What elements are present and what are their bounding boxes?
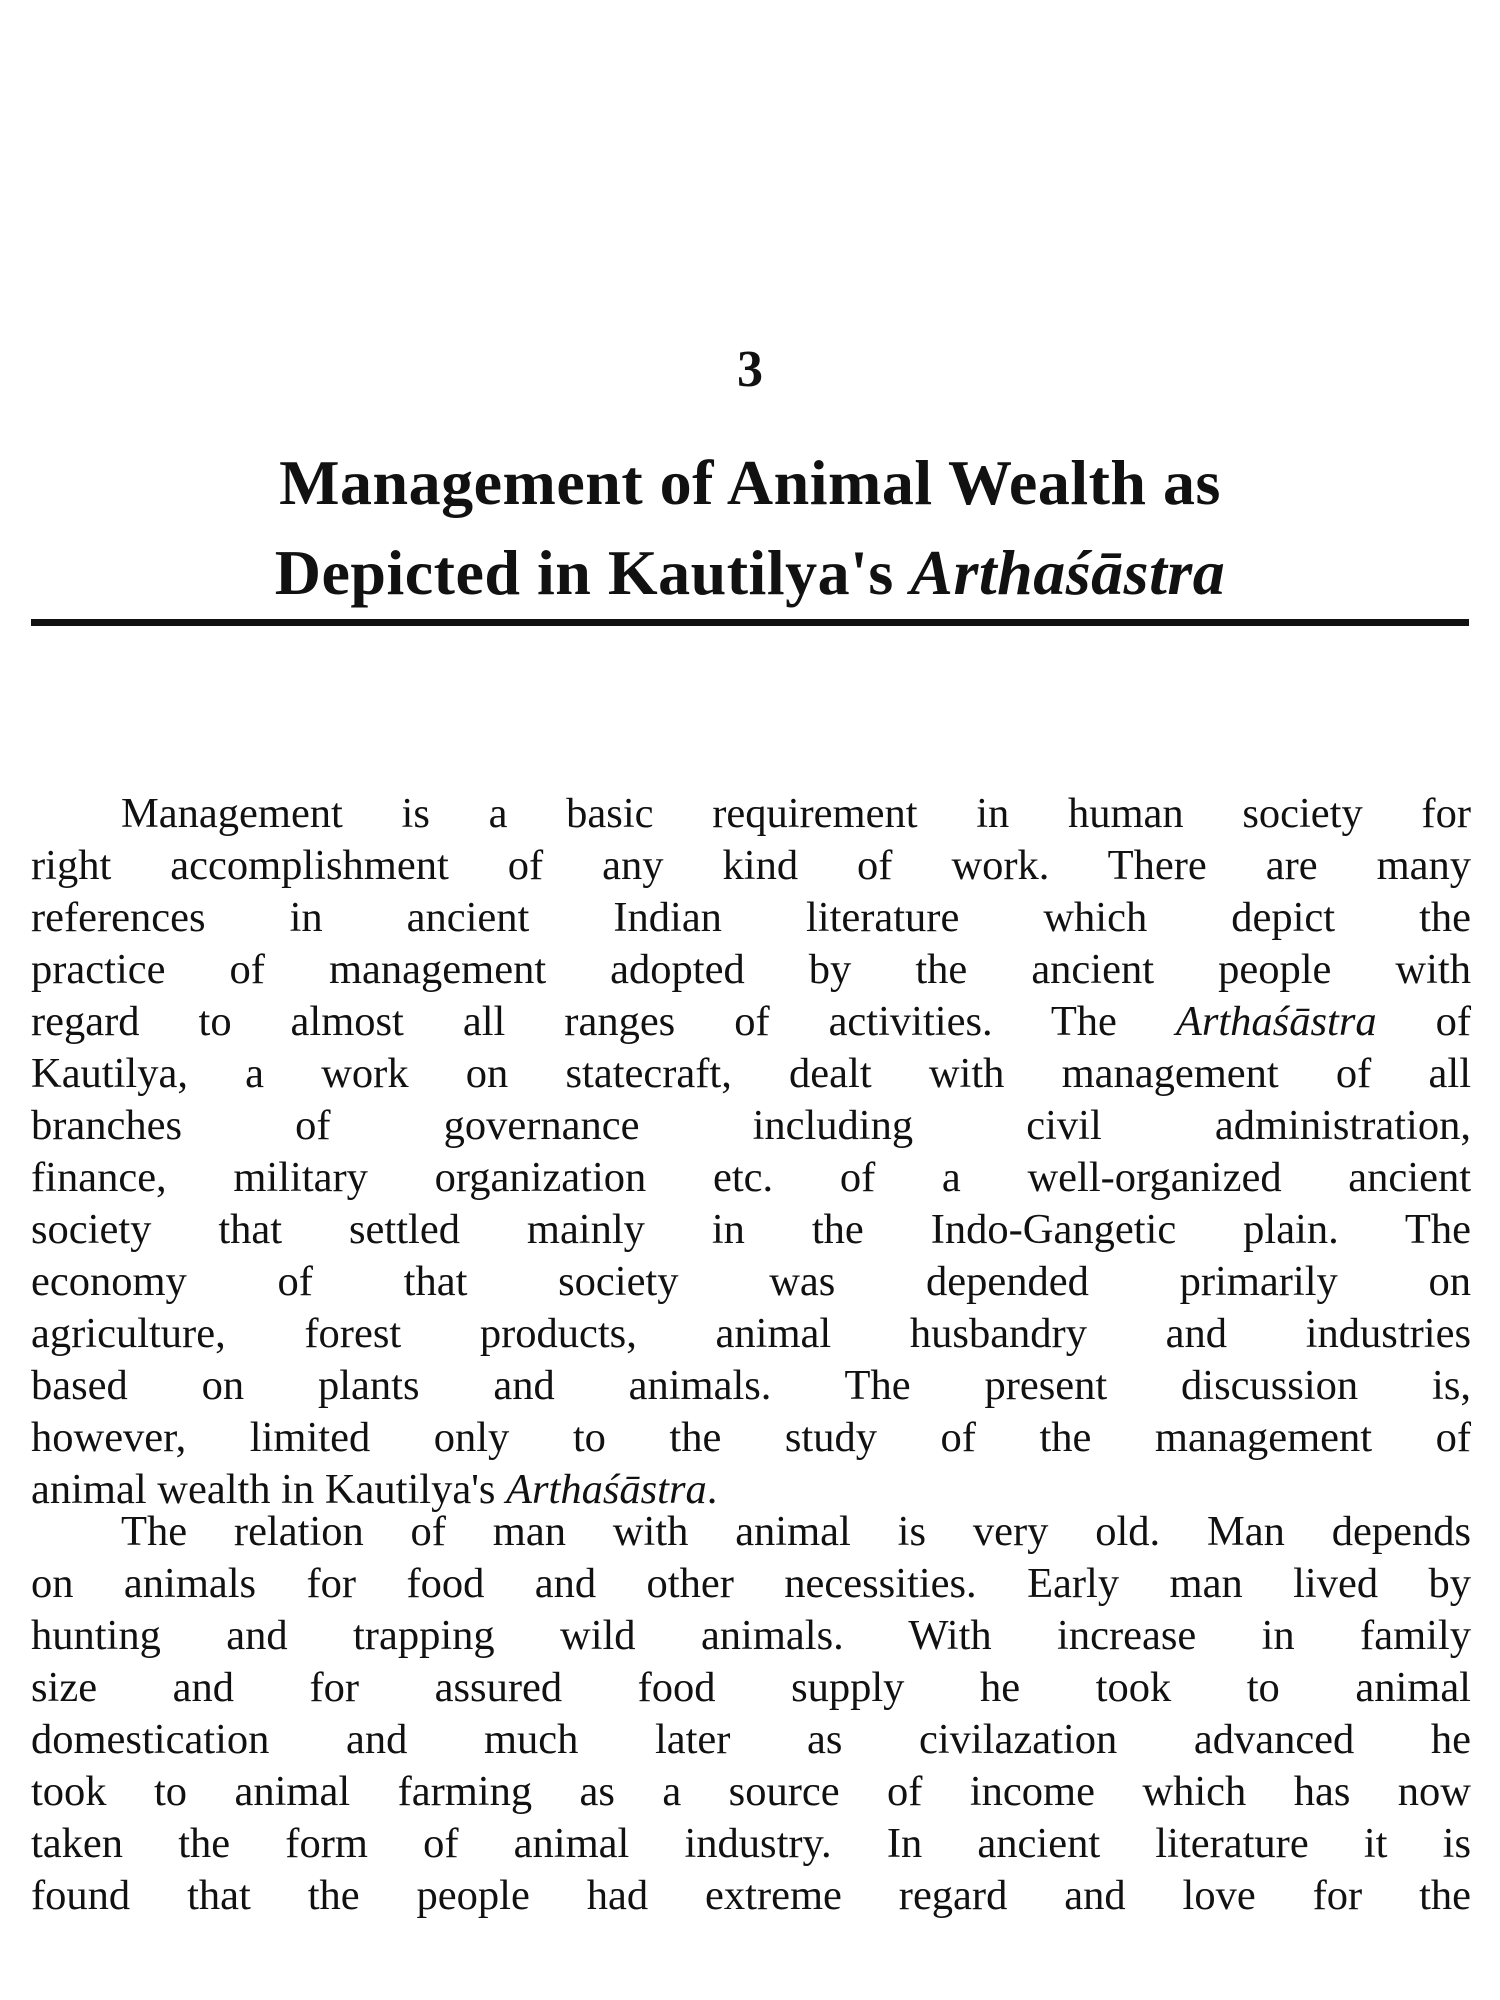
- paragraph-1-line: [31, 996, 1471, 1048]
- title-divider: [31, 619, 1469, 626]
- paragraph-1: [31, 788, 1471, 1516]
- paragraph-2-line: domestication and much later as civilazation advanced he: [31, 1716, 1471, 1763]
- paragraph-1-line: society that settled mainly in the Indo-Gangetic plain. The: [31, 1206, 1471, 1253]
- paragraph-1-line: economy of that society was depended primarily on: [31, 1258, 1471, 1305]
- paragraph-1-line-text: regard to almost all ranges of activities. The: [31, 998, 1176, 1045]
- paragraph-1-line: Management is a basic requirement in human society for: [121, 790, 1471, 837]
- paragraph-1-line: however, limited only to the study of the management of: [31, 1414, 1471, 1461]
- paragraph-1-line: practice of management adopted by the ancient people with: [31, 946, 1471, 993]
- paragraph-2-line: hunting and trapping wild animals. With increase in family: [31, 1612, 1471, 1659]
- paragraph-1-line-text: animal wealth in Kautilya's: [31, 1466, 507, 1513]
- paragraph-2-line: The relation of man with animal is very old. Man depends: [121, 1508, 1471, 1555]
- paragraph-2-line: found that the people had extreme regard and love for the: [31, 1872, 1471, 1919]
- chapter-title-line-1: Management of Animal Wealth as: [279, 447, 1221, 518]
- paragraph-2-line: took to animal farming as a source of income which has now: [31, 1768, 1471, 1815]
- chapter-title-line-2: [60, 528, 1440, 618]
- paragraph-1-line: right accomplishment of any kind of work. There are many: [31, 842, 1471, 889]
- paragraph-1-line: finance, military organization etc. of a well-organized ancient: [31, 1154, 1471, 1201]
- paragraph-1-line: based on plants and animals. The present discussion is,: [31, 1362, 1471, 1409]
- chapter-title-italic: Arthaśāstra: [910, 537, 1226, 608]
- chapter-number: 3: [737, 341, 763, 398]
- paragraph-1-line: references in ancient Indian literature which depict the: [31, 894, 1471, 941]
- paragraph-1-line-suffix: of: [1376, 998, 1471, 1045]
- arthasastra-italic: Arthaśāstra: [1175, 998, 1377, 1045]
- chapter-title-prefix: Depicted in Kautilya's: [274, 537, 911, 608]
- paragraph-1-line: Kautilya, a work on statecraft, dealt with management of all: [31, 1050, 1471, 1097]
- paragraph-1-line: branches of governance including civil administration,: [31, 1102, 1471, 1149]
- arthasastra-italic: Arthaśāstra: [506, 1466, 707, 1513]
- chapter-title: [60, 438, 1440, 618]
- paragraph-2: [31, 1506, 1471, 1922]
- paragraph-2-line: taken the form of animal industry. In ancient literature it is: [31, 1820, 1471, 1867]
- paragraph-1-line: agriculture, forest products, animal husbandry and industries: [31, 1310, 1471, 1357]
- paragraph-2-line: size and for assured food supply he took to animal: [31, 1664, 1471, 1711]
- paragraph-2-line: on animals for food and other necessities. Early man lived by: [31, 1560, 1471, 1607]
- paragraph-1-line-suffix: .: [706, 1466, 718, 1513]
